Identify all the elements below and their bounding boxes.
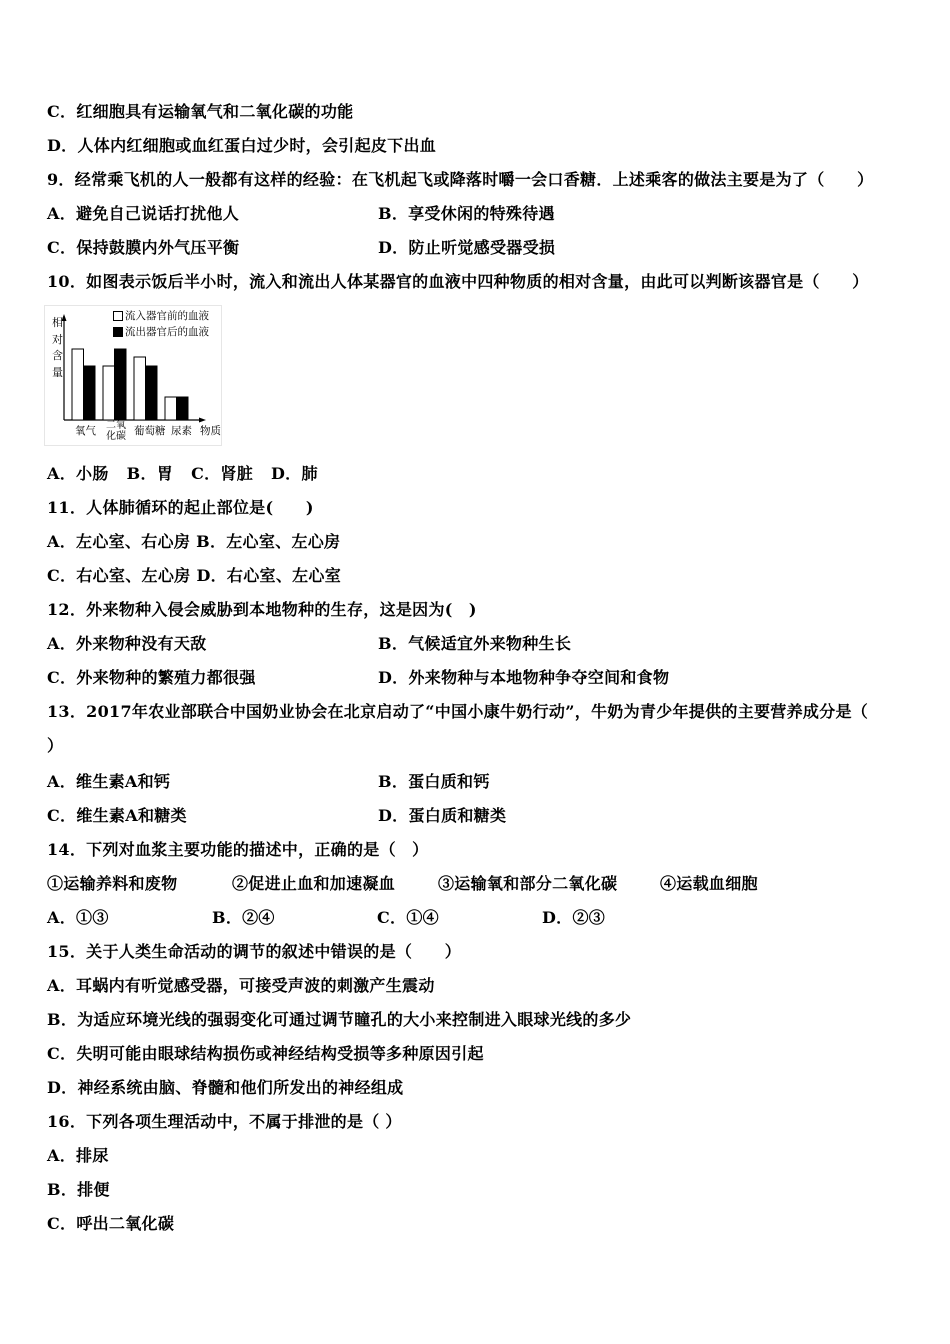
q12-options-row-1 xyxy=(47,627,927,661)
q14-options xyxy=(47,901,927,935)
bar-outflow-carbon-dioxide xyxy=(115,349,127,420)
x-axis-arrow xyxy=(199,418,206,423)
chart-legend xyxy=(113,308,209,340)
q11-option-a: A．左心室、右心房 xyxy=(47,532,191,551)
q11-options-row-1 xyxy=(47,525,927,559)
q10-option-c: C．肾脏 xyxy=(191,464,253,483)
category-label-oxygen: 氧气 xyxy=(75,425,96,437)
q12-option-c: C．外来物种的繁殖力都很强 xyxy=(47,668,256,687)
q13-option-d: D．蛋白质和糖类 xyxy=(378,806,507,825)
q9-option-a: A．避免自己说话打扰他人 xyxy=(47,204,240,223)
q13-stem-end: ） xyxy=(47,736,64,755)
q9-option-c: C．保持鼓膜内外气压平衡 xyxy=(47,238,240,257)
exam-page xyxy=(47,95,927,1241)
q9-stem: 9．经常乘飞机的人一般都有这样的经验：在飞机起飞或降落时嚼一会口香糖．上述乘客的做法主要是为了（ ） xyxy=(47,170,874,189)
q13-stem: 13．2017年农业部联合中国奶业协会在北京启动了“中国小康牛奶行动”，牛奶为青少年提供的主要营养成分是（ xyxy=(47,702,869,721)
category-label-carbon-dioxide: 二氧化碳 xyxy=(106,420,126,442)
q11-stem: 11．人体肺循环的起止部位是( ) xyxy=(47,498,314,517)
legend-swatch-outflow xyxy=(113,327,123,337)
q14-statement-3: ③运输氧和部分二氧化碳 xyxy=(438,874,618,893)
q16-option-a: A．排尿 xyxy=(47,1146,109,1165)
q13-options-row-1 xyxy=(47,765,927,799)
q10-option-b: B．胃 xyxy=(126,464,174,483)
q9-option-d: D．防止听觉感受器受损 xyxy=(378,238,556,257)
bar-inflow-oxygen xyxy=(72,349,84,420)
q10-bar-chart xyxy=(44,305,222,446)
x-axis-label: 物质 xyxy=(200,425,221,437)
q14-option-a: A．①③ xyxy=(47,908,109,927)
q8-option-d: D．人体内红细胞或血红蛋白过少时，会引起皮下出血 xyxy=(47,136,437,155)
bar-outflow-oxygen xyxy=(84,366,96,420)
q14-option-b: B．②④ xyxy=(212,908,275,927)
q14-statement-2: ②促进止血和加速凝血 xyxy=(232,874,396,893)
q8-option-c: C．红细胞具有运输氧气和二氧化碳的功能 xyxy=(47,102,354,121)
y-axis-label: 相对含量 xyxy=(52,316,63,379)
q10-option-a: A．小肠 xyxy=(47,464,109,483)
q13-options-row-2 xyxy=(47,799,927,833)
legend-label-outflow: 流出器官后的血液 xyxy=(125,326,209,338)
legend-swatch-inflow xyxy=(113,311,123,321)
q12-option-b: B．气候适宜外来物种生长 xyxy=(378,634,572,653)
q12-option-d: D．外来物种与本地物种争夺空间和食物 xyxy=(378,668,670,687)
q13-option-b: B．蛋白质和钙 xyxy=(378,772,490,791)
bar-inflow-carbon-dioxide xyxy=(103,366,115,420)
q10-option-d: D．肺 xyxy=(271,464,318,483)
q16-option-c: C．呼出二氧化碳 xyxy=(47,1214,175,1233)
q10-options xyxy=(47,457,927,491)
q15-option-d: D．神经系统由脑、脊髓和他们所发出的神经组成 xyxy=(47,1078,404,1097)
q14-option-d: D．②③ xyxy=(542,908,606,927)
q15-stem: 15．关于人类生命活动的调节的叙述中错误的是（ ） xyxy=(47,942,462,961)
legend-label-inflow: 流入器官前的血液 xyxy=(125,310,209,322)
q9-option-b: B．享受休闲的特殊待遇 xyxy=(378,204,555,223)
q14-option-c: C．①④ xyxy=(377,908,439,927)
q9-options-row-1 xyxy=(47,197,927,231)
q11-option-d: D．右心室、左心室 xyxy=(196,566,342,585)
q14-statements xyxy=(47,867,927,901)
q15-option-b: B．为适应环境光线的强弱变化可通过调节瞳孔的大小来控制进入眼球光线的多少 xyxy=(47,1010,632,1029)
bar-inflow-urea xyxy=(165,397,177,420)
q13-option-a: A．维生素A和钙 xyxy=(47,772,171,791)
q9-options-row-2 xyxy=(47,231,927,265)
q10-stem: 10．如图表示饭后半小时，流入和流出人体某器官的血液中四种物质的相对含量，由此可以判断该器官是（ ） xyxy=(47,272,869,291)
bar-outflow-urea xyxy=(177,397,189,420)
legend-entry-inflow xyxy=(113,308,209,324)
category-label-glucose: 葡萄糖 xyxy=(134,425,166,437)
q11-option-b: B．左心室、左心房 xyxy=(196,532,341,551)
q12-options-row-2 xyxy=(47,661,927,695)
q14-statement-4: ④运载血细胞 xyxy=(660,874,758,893)
q12-stem: 12．外来物种入侵会威胁到本地物种的生存，这是因为( ) xyxy=(47,600,477,619)
category-label-urea: 尿素 xyxy=(171,425,192,437)
q13-option-c: C．维生素A和糖类 xyxy=(47,806,187,825)
q11-options-row-2 xyxy=(47,559,927,593)
bar-outflow-glucose xyxy=(146,366,158,420)
q16-option-b: B．排便 xyxy=(47,1180,110,1199)
q16-stem: 16．下列各项生理活动中，不属于排泄的是（ ） xyxy=(47,1112,402,1131)
q14-statement-1: ①运输养料和废物 xyxy=(47,874,178,893)
q14-stem: 14．下列对血浆主要功能的描述中，正确的是（ ） xyxy=(47,840,429,859)
q15-option-a: A．耳蜗内有听觉感受器，可接受声波的刺激产生震动 xyxy=(47,976,435,995)
bar-inflow-glucose xyxy=(134,357,146,420)
q11-option-c: C．右心室、左心房 xyxy=(47,566,191,585)
legend-entry-outflow xyxy=(113,324,209,340)
q12-option-a: A．外来物种没有天敌 xyxy=(47,634,207,653)
q15-option-c: C．失明可能由眼球结构损伤或神经结构受损等多种原因引起 xyxy=(47,1044,484,1063)
